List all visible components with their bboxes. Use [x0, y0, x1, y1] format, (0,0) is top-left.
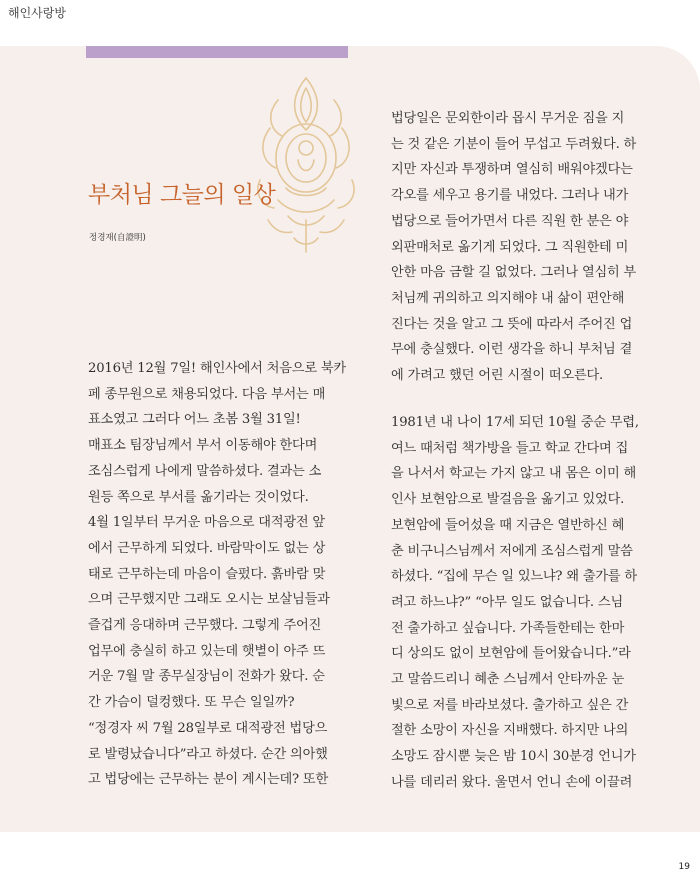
text-line: 는 것 같은 기분이 들어 무섭고 두려웠다. 하 — [391, 136, 637, 152]
text-line: 2016년 12월 7일! 해인사에서 처음으로 북카 — [88, 361, 346, 376]
text-line: 려고 하느냐?” “아무 일도 없습니다. 스님 — [391, 594, 623, 610]
text-line: 각오를 세우고 용기를 내었다. 그러나 내가 — [391, 188, 629, 204]
text-line: 소망도 잠시뿐 늦은 밤 10시 30분경 언니가 — [391, 749, 636, 765]
text-line: 고 말씀드리니 혜춘 스님께서 안타까운 눈 — [391, 672, 625, 688]
text-line: 고 법당에는 근무하는 분이 계시는데? 또한 — [88, 772, 328, 788]
header-label: 해인사랑방 — [8, 6, 66, 20]
text-line: 나를 데리러 왔다. 울면서 언니 손에 이끌려 — [391, 774, 633, 790]
article-title: 부처님 그늘의 일상 — [88, 182, 276, 208]
text-line: 에 가려고 했던 어린 시절이 떠오른다. — [391, 368, 604, 384]
text-line: 보현암에 들어섰을 때 지금은 열반하신 혜 — [391, 517, 625, 533]
text-line: 매표소 팀장님께서 부서 이동해야 한다며 — [88, 438, 318, 454]
text-line: 디 상의도 없이 보현암에 들어왔습니다.”라 — [391, 646, 631, 662]
right-column-top — [391, 106, 691, 389]
text-line: “정경자 씨 7월 28일부로 대적광전 법당으 — [88, 720, 328, 736]
text-line: 법당일은 문외한이라 몹시 무거운 짐을 지 — [391, 111, 625, 126]
text-line: 인사 보현암으로 발걸음을 옮기고 있었다. — [391, 492, 625, 508]
article-author: 정경재(自證明) — [89, 233, 146, 243]
text-line: 원등 쪽으로 부서를 옮기라는 것이었다. — [88, 489, 309, 505]
text-line: 간 가슴이 덜컹했다. 또 무슨 일일까? — [88, 695, 295, 711]
text-line: 거운 7월 말 종무실장님이 전화가 왔다. 순 — [88, 669, 325, 685]
page-number: 19 — [678, 862, 690, 872]
text-line: 4월 1일부터 무거운 마음으로 대적광전 앞 — [88, 515, 325, 531]
text-line: 조심스럽게 나에게 말씀하셨다. 결과는 소 — [88, 463, 322, 479]
text-line: 무에 충실했다. 이런 생각을 하니 부처님 곁 — [391, 342, 633, 358]
left-column — [88, 356, 388, 793]
text-line: 업무에 충실히 하고 있는데 햇볕이 아주 뜨 — [88, 643, 326, 659]
text-line: 로 발령났습니다”라고 하셨다. 순간 의아했 — [88, 746, 328, 762]
text-line: 하셨다. “집에 무슨 일 있느냐? 왜 출가를 하 — [391, 569, 637, 585]
text-line: 법당으로 들어가면서 다른 직원 한 분은 야 — [391, 213, 629, 229]
text-line: 페 종무원으로 채용되었다. 다음 부서는 매 — [88, 386, 326, 402]
text-line: 으며 근무했지만 그래도 오시는 보살님들과 — [88, 592, 330, 608]
text-line: 즐겁게 응대하며 근무했다. 그렇게 주어진 — [88, 618, 322, 634]
text-line: 지만 자신과 투쟁하며 열심히 배워야겠다는 — [391, 162, 633, 178]
text-line: 빛으로 저를 바라보셨다. 출가하고 싶은 간 — [391, 697, 629, 713]
text-line: 표소였고 그러다 어느 초봄 3월 31일! — [88, 412, 301, 428]
right-column-bottom — [391, 410, 691, 796]
text-line: 절한 소망이 자신을 지배했다. 하지만 나의 — [391, 723, 629, 739]
accent-bar — [86, 46, 348, 58]
text-line: 전 출가하고 싶습니다. 가족들한테는 한마 — [391, 620, 625, 636]
buddha-flame-ornament-icon — [248, 70, 366, 260]
text-line: 외판매처로 옮기게 되었다. 그 직원한테 미 — [391, 239, 629, 255]
text-line: 안한 마음 금할 길 없었다. 그러나 열심히 부 — [391, 265, 637, 281]
text-line: 진다는 것을 알고 그 뜻에 따라서 주어진 업 — [391, 316, 633, 332]
text-line: 1981년 내 나이 17세 되던 10월 중순 무렵, — [391, 415, 639, 430]
text-line: 춘 비구니스님께서 저에게 조심스럽게 말씀 — [391, 543, 633, 559]
text-line: 을 나서서 학교는 가지 않고 내 몸은 이미 해 — [391, 466, 637, 482]
text-line: 처님께 귀의하고 의지해야 내 삶이 편안해 — [391, 290, 625, 306]
text-line: 태로 근무하는데 마음이 슬펐다. 흙바람 맞 — [88, 566, 326, 582]
text-line: 에서 근무하게 되었다. 바람막이도 없는 상 — [88, 540, 326, 556]
text-line: 여느 때처럼 책가방을 들고 학교 간다며 집 — [391, 440, 629, 456]
